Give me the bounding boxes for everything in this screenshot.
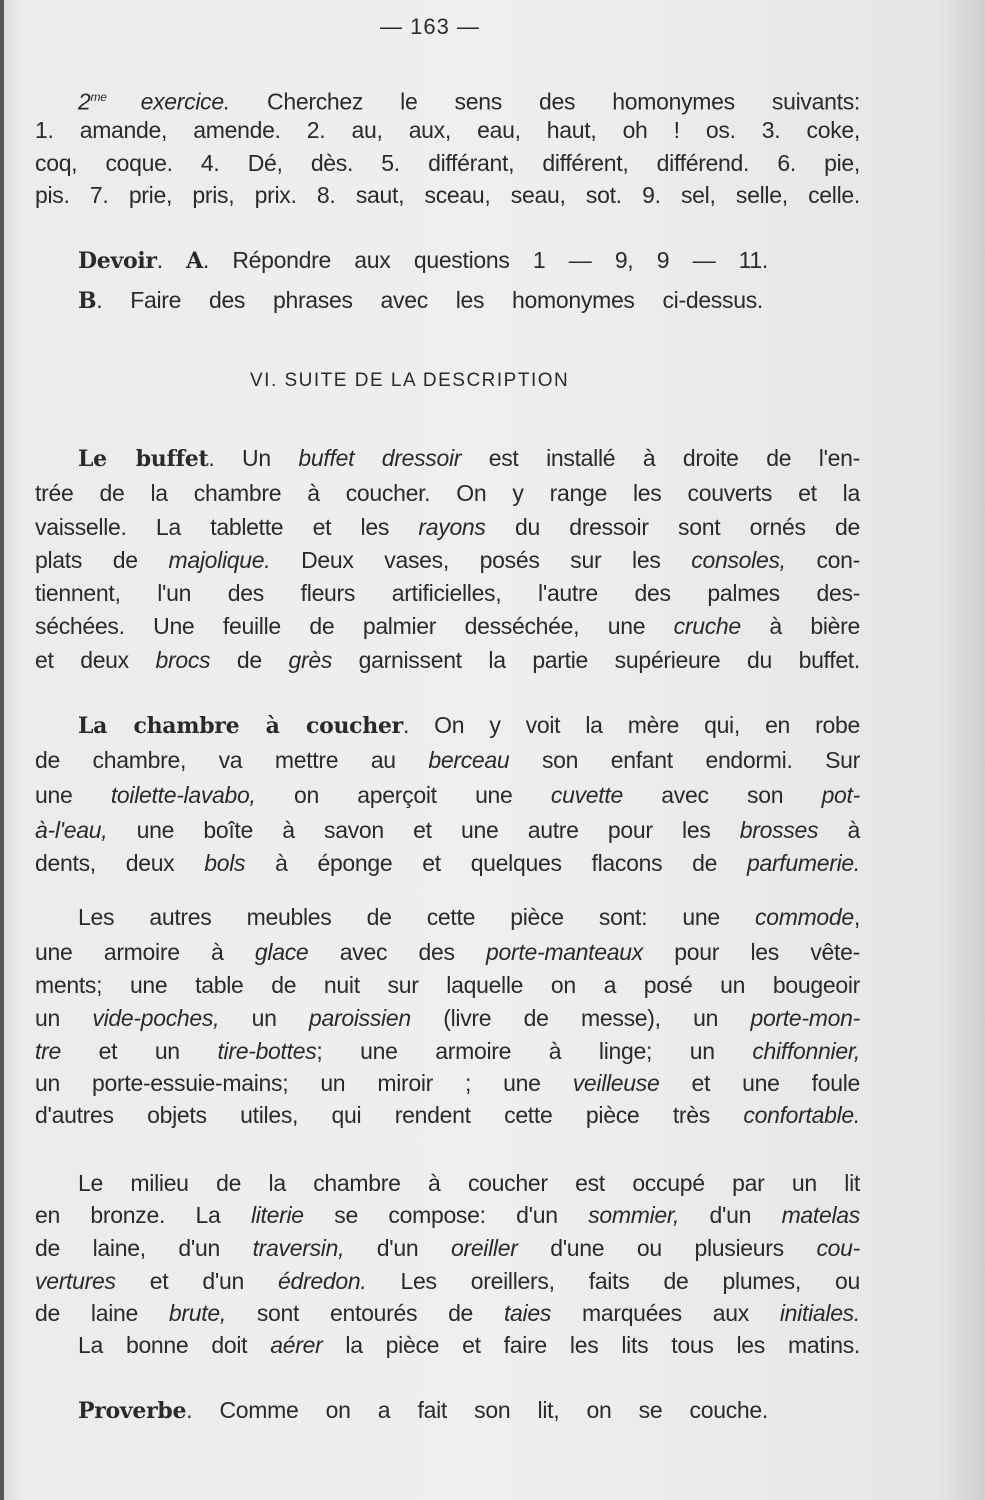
text-run: 1. amande, amende. 2. au, aux, eau, haut, oh ! os. 3. coke,	[35, 117, 860, 143]
text-run: à éponge et quelques flacons de	[245, 850, 747, 876]
text-line	[78, 245, 768, 276]
italic-term: bols	[204, 850, 246, 876]
text-line	[78, 82, 860, 117]
italic-term: cuvette	[550, 782, 623, 808]
italic-term: aérer	[270, 1332, 323, 1358]
text-run: .	[156, 247, 187, 273]
bold-term: B	[78, 288, 97, 314]
text-run: vaisselle. La tablette et les	[35, 514, 419, 540]
text-run: un	[35, 1005, 93, 1031]
text-run: de laine	[35, 1300, 169, 1326]
italic-term: porte-manteaux	[486, 939, 643, 965]
italic-term: exercice.	[140, 88, 230, 115]
text-line	[35, 1100, 860, 1130]
italic-term: tire-bottes	[217, 1038, 317, 1064]
bold-term: Proverbe	[78, 1398, 187, 1424]
text-run: d'une ou plusieurs	[517, 1235, 817, 1261]
text-line	[35, 611, 860, 641]
text-line	[35, 1233, 860, 1263]
text-run: et deux	[35, 647, 156, 673]
text-run: . Un	[208, 445, 299, 471]
text-run: du dressoir sont ornés de	[485, 514, 860, 540]
text-run: plats de	[35, 547, 169, 573]
text-run: est installé à droite de l'en-	[461, 445, 861, 471]
bold-term: Le buffet	[78, 446, 209, 472]
text-run: d'un	[679, 1202, 782, 1228]
bold-term: Devoir	[78, 248, 157, 274]
italic-term: majolique.	[168, 547, 271, 573]
italic-term: édredon.	[278, 1268, 367, 1294]
italic-term: parfumerie.	[746, 850, 860, 876]
italic-term: berceau	[428, 747, 510, 773]
text-line	[35, 780, 860, 810]
text-run: sont entourés de	[225, 1300, 504, 1326]
text-run: . Comme on a fait son lit, on se couche.	[186, 1397, 768, 1423]
italic-term: 2	[78, 88, 91, 115]
text-run: d'autres objets utiles, qui rendent cette pièce très	[35, 1102, 744, 1128]
italic-term: traversin,	[252, 1235, 345, 1261]
text-run: un	[219, 1005, 309, 1031]
text-run: de laine, d'un	[35, 1235, 253, 1261]
bold-term: A	[186, 248, 203, 274]
text-run: à	[818, 817, 860, 843]
text-line	[35, 1266, 860, 1296]
text-line	[35, 1003, 860, 1033]
text-line	[35, 1068, 860, 1098]
text-run: un porte-essuie-mains; un miroir ; une	[35, 1070, 573, 1096]
text-line	[35, 645, 860, 675]
text-run: tiennent, l'un des fleurs artificielles, l'autre des palmes des-	[35, 580, 860, 606]
text-line	[78, 1168, 860, 1198]
text-run: séchées. Une feuille de palmier desséchée, une	[35, 613, 674, 639]
text-run: ; une armoire à linge; un	[316, 1038, 753, 1064]
page-number: — 163 —	[380, 14, 480, 39]
text-run: dents, deux	[35, 850, 205, 876]
text-run: on aperçoit une	[255, 782, 551, 808]
text-run: de	[210, 647, 289, 673]
italic-term: me	[90, 90, 141, 104]
text-run: ,	[853, 904, 860, 930]
italic-term: initiales.	[779, 1300, 860, 1326]
section-heading: VI. SUITE DE LA DESCRIPTION	[250, 370, 570, 391]
page-edge	[0, 0, 4, 1500]
italic-term: rayons	[418, 514, 486, 540]
text-line	[35, 1200, 860, 1230]
bold-term: La chambre à coucher	[78, 713, 403, 739]
text-run: trée de la chambre à coucher. On y range les couverts et la	[35, 480, 860, 506]
text-run: avec des	[308, 939, 487, 965]
italic-term: pot-	[821, 782, 860, 808]
text-run: avec son	[622, 782, 822, 808]
text-run: en bronze. La	[35, 1202, 251, 1228]
italic-term: commode	[755, 904, 854, 930]
italic-term: brute,	[168, 1300, 226, 1326]
text-run: . On y voit la mère qui, en robe	[402, 712, 860, 738]
italic-term: à-l'eau,	[35, 817, 108, 843]
text-line	[35, 937, 860, 967]
italic-term: chiffonnier,	[752, 1038, 860, 1064]
text-run: pis. 7. prie, pris, prix. 8. saut, sceau, seau, sot. 9. sel, selle, celle.	[35, 182, 860, 208]
italic-term: paroissien	[308, 1005, 411, 1031]
text-run: de chambre, va mettre au	[35, 747, 429, 773]
text-run: marquées aux	[551, 1300, 780, 1326]
italic-term: confortable.	[743, 1102, 860, 1128]
italic-term: consoles,	[691, 547, 786, 573]
text-run: ments; une table de nuit sur laquelle on a posé un bougeoir	[35, 972, 860, 998]
text-run: con-	[785, 547, 860, 573]
text-run: Les oreillers, faits de plumes, ou	[366, 1268, 860, 1294]
text-run: garnissent la partie supérieure du buffet.	[332, 647, 860, 673]
italic-term: cou-	[816, 1235, 860, 1261]
text-run: . Répondre aux questions 1 — 9, 9 — 11.	[202, 247, 768, 273]
italic-term: glace	[254, 939, 309, 965]
text-line	[35, 512, 860, 542]
italic-term: brocs	[155, 647, 211, 673]
text-run: une boîte à savon et une autre pour les	[107, 817, 740, 843]
text-line	[78, 710, 860, 741]
text-run: son enfant endormi. Sur	[509, 747, 860, 773]
text-line	[78, 285, 763, 316]
text-line	[78, 443, 860, 474]
text-run: se compose: d'un	[303, 1202, 589, 1228]
italic-term: tre	[35, 1038, 61, 1064]
text-run: et d'un	[115, 1268, 279, 1294]
italic-term: porte-mon-	[750, 1005, 860, 1031]
text-run: et un	[60, 1038, 218, 1064]
italic-term: vertures	[35, 1268, 116, 1294]
text-run: à bière	[740, 613, 860, 639]
italic-term: toilette-lavabo,	[110, 782, 256, 808]
italic-term: cruche	[673, 613, 741, 639]
text-run: la pièce et faire les lits tous les matins.	[322, 1332, 860, 1358]
italic-term: taies	[503, 1300, 552, 1326]
text-run: Les autres meubles de cette pièce sont: une	[78, 904, 756, 930]
text-run: une	[35, 782, 111, 808]
text-line	[35, 545, 860, 575]
text-run: Deux vases, posés sur les	[270, 547, 692, 573]
italic-term: literie	[250, 1202, 304, 1228]
italic-term: buffet dressoir	[298, 445, 462, 471]
italic-term: brosses	[739, 817, 819, 843]
text-run: coq, coque. 4. Dé, dès. 5. différant, différent, différend. 6. pie,	[35, 150, 860, 176]
text-line	[35, 745, 860, 775]
text-run: pour les vête-	[642, 939, 860, 965]
text-run: . Faire des phrases avec les homonymes ci-dessus.	[96, 287, 763, 313]
text-run: une armoire à	[35, 939, 255, 965]
italic-term: veilleuse	[572, 1070, 660, 1096]
text-run: Cherchez le sens des homonymes suivants:	[229, 88, 860, 115]
text-line	[35, 578, 860, 608]
italic-term: grès	[288, 647, 333, 673]
italic-term: matelas	[781, 1202, 860, 1228]
text-line	[35, 115, 860, 145]
text-line	[78, 1330, 860, 1360]
text-line	[35, 970, 860, 1000]
text-line	[35, 180, 860, 210]
text-line	[35, 815, 860, 845]
text-line	[78, 902, 860, 932]
text-run: et une foule	[659, 1070, 861, 1096]
text-run: La bonne doit	[78, 1332, 271, 1358]
text-line	[78, 1395, 768, 1426]
text-line	[35, 1036, 860, 1066]
italic-term: vide-poches,	[92, 1005, 220, 1031]
italic-term: oreiller	[450, 1235, 518, 1261]
text-line	[35, 148, 860, 178]
text-run: d'un	[344, 1235, 451, 1261]
text-run: Le milieu de la chambre à coucher est occupé par un lit	[78, 1170, 860, 1196]
text-line	[35, 478, 860, 508]
text-line	[35, 848, 860, 878]
text-run: (livre de messe), un	[410, 1005, 751, 1031]
text-line	[35, 1298, 860, 1328]
italic-term: sommier,	[588, 1202, 680, 1228]
